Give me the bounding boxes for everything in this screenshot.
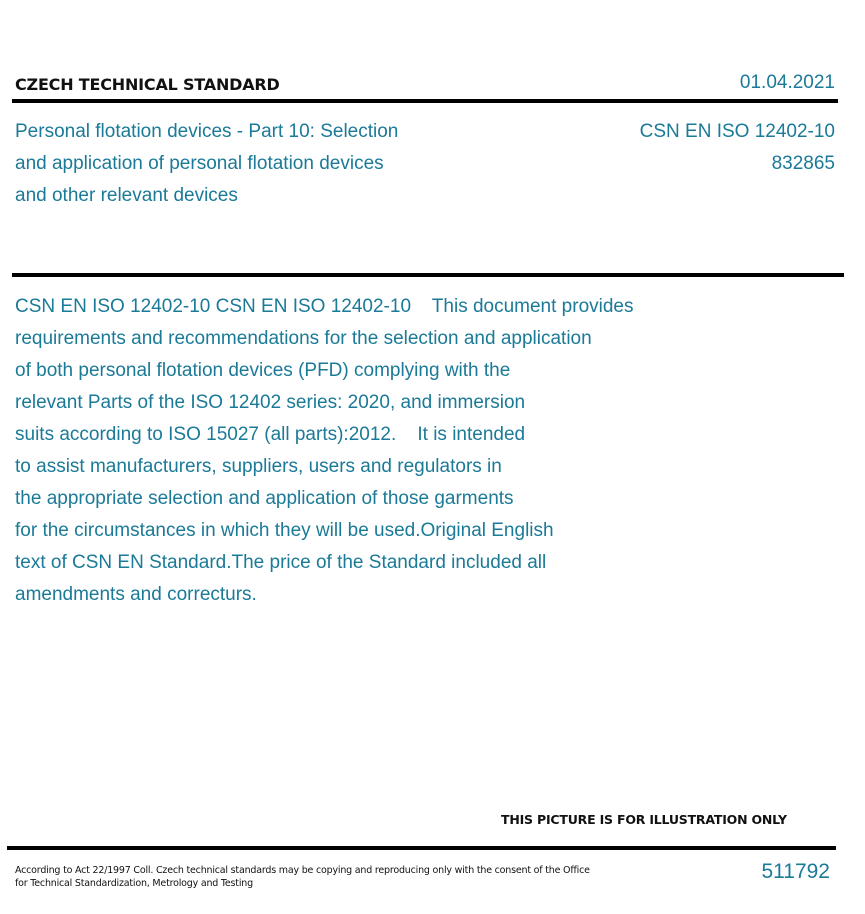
document-title [15,116,485,212]
bottom-divider [7,846,836,850]
description-line: relevant Parts of the ISO 12402 series: 2020, and immersion [15,392,526,413]
description-line: of both personal flotation devices (PFD) complying with the [15,360,511,381]
catalog-number: 832865 [771,153,835,174]
publication-date: 01.04.2021 [739,72,835,93]
standard-identifiers [640,116,835,180]
description-line: the appropriate selection and application of those garments [15,488,514,509]
description-line: text of CSN EN Standard.The price of the Standard included all [15,552,547,573]
legal-notice [15,864,595,890]
legal-notice-line: for Technical Standardization, Metrology and Testing [15,878,253,889]
description-line: requirements and recommendations for the selection and application [15,328,592,349]
top-divider [12,99,838,103]
document-id-number: 511792 [761,860,830,883]
document-title-line: and application of personal flotation devices [15,153,384,174]
legal-notice-line: According to Act 22/1997 Coll. Czech technical standards may be copying and reproducing only with the consent of the Office [15,865,590,876]
illustration-disclaimer: THIS PICTURE IS FOR ILLUSTRATION ONLY [501,812,787,827]
description-line: suits according to ISO 15027 (all parts):2012. It is intended [15,424,526,445]
description-line: CSN EN ISO 12402-10 CSN EN ISO 12402-10 This document provides [15,296,634,317]
middle-divider [12,273,844,277]
description-line: to assist manufacturers, suppliers, users and regulators in [15,456,502,477]
document-title-line: and other relevant devices [15,185,238,206]
standard-number: CSN EN ISO 12402-10 [639,121,835,142]
description-line: amendments and correcturs. [15,584,257,605]
document-category-heading: CZECH TECHNICAL STANDARD [15,75,280,94]
description-line: for the circumstances in which they will be used.Original English [15,520,554,541]
document-description [15,291,775,611]
document-title-line: Personal flotation devices - Part 10: Selection [15,121,399,142]
